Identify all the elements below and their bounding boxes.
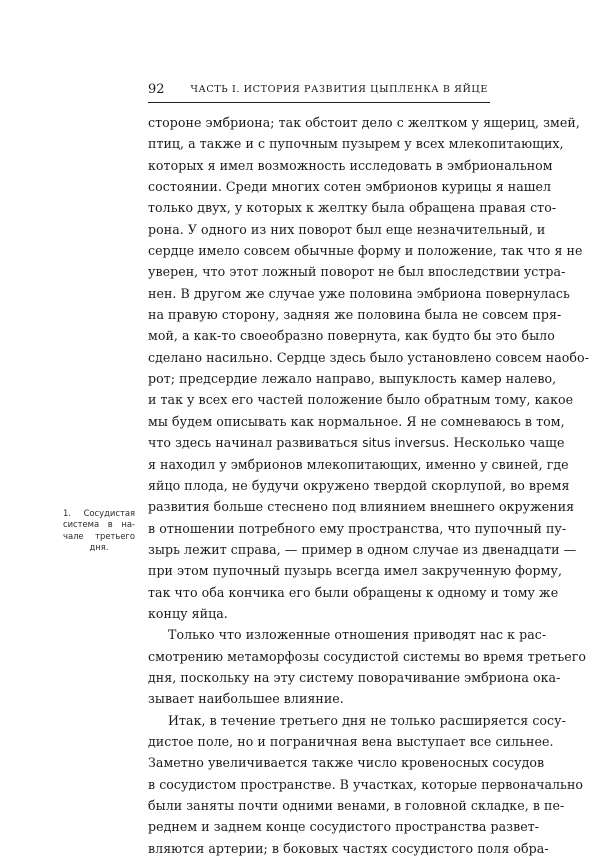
margin-note-line: чале третьего bbox=[63, 530, 135, 541]
text-line: мы будем описывать как нормальное. Я не сомневаюсь в том, bbox=[148, 413, 565, 429]
text-line: так что оба кончика его были обращены к одному и тому же bbox=[148, 584, 559, 600]
text-line: сердце имело совсем обычные форму и положение, так что я не bbox=[148, 243, 583, 259]
text-line: только двух, у которых к желтку была обращена правая сто- bbox=[148, 200, 557, 216]
text-line: состоянии. Среди многих сотен эмбрионов курицы я нашел bbox=[148, 179, 552, 195]
text-line: сделано насильно. Сердце здесь было установлено совсем наобо- bbox=[148, 349, 589, 365]
text-line: концу яйца. bbox=[148, 605, 228, 621]
page-number: 92 bbox=[148, 82, 165, 97]
body-text bbox=[148, 112, 589, 859]
margin-note-line: дня. bbox=[89, 542, 109, 553]
text-line-situs bbox=[148, 432, 565, 453]
text-line: я находил у эмбрионов млекопитающих, именно у свиней, где bbox=[148, 456, 569, 472]
text-line: стороне эмбриона; так обстоит дело с желтком у ящериц, змей, bbox=[148, 115, 580, 130]
text-line: Заметно увеличивается также число кровеносных сосудов bbox=[148, 755, 545, 771]
text-line: смотрению метаморфозы сосудистой системы во время третьего bbox=[148, 648, 587, 664]
text-line: рона. У одного из них поворот был еще незначительный, и bbox=[148, 221, 546, 237]
margin-note bbox=[63, 508, 135, 554]
text-line: мой, а как-то своеобразно повернута, как будто бы это было bbox=[148, 328, 555, 344]
text-line: реднем и заднем конце сосудистого пространства развет- bbox=[148, 819, 540, 835]
text-line: Только что изложенные отношения приводят нас к рас- bbox=[168, 627, 547, 643]
margin-note-line: система в на- bbox=[63, 519, 135, 530]
text-line: зырь лежит справа, — пример в одном случае из двенадцати — bbox=[148, 541, 577, 557]
text-line: дистое поле, но и пограничная вена выступает все сильнее. bbox=[148, 733, 554, 749]
text-line: и так у всех его частей положение было обратным тому, какое bbox=[148, 392, 574, 408]
running-head: ЧАСТЬ I. ИСТОРИЯ РАЗВИТИЯ ЦЫПЛЕНКА В ЯЙЦЕ bbox=[190, 84, 488, 95]
text-line: дня, поскольку на эту систему поворачивание эмбриона ока- bbox=[148, 669, 561, 685]
latin-term: situs inversus bbox=[362, 436, 446, 451]
text-line: птиц, а также и с пупочным пузырем у всех млекопитающих, bbox=[148, 136, 564, 152]
text-line: уверен, что этот ложный поворот не был впоследствии устра- bbox=[148, 264, 566, 280]
text-line: яйцо плода, не будучи окружено твердой скорлупой, во время bbox=[148, 477, 570, 493]
text-line: в отношении потребного ему пространства, что пупочный пу- bbox=[148, 520, 567, 536]
text-line: рот; предсердие лежало направо, выпуклость камер налево, bbox=[148, 371, 557, 387]
text-line: развития больше стеснено под влиянием внешнего окружения bbox=[148, 499, 575, 515]
text-line: нен. В другом же случае уже половина эмбриона повернулась bbox=[148, 285, 570, 301]
text-line: зывает наибольшее влияние. bbox=[148, 691, 344, 707]
text-line: на правую сторону, задняя же половина была не совсем пря- bbox=[148, 307, 562, 323]
text-segment: что здесь начинал развиваться bbox=[148, 435, 359, 451]
text-line: Итак, в течение третьего дня не только расширяется сосу- bbox=[168, 712, 566, 728]
text-line: при этом пупочный пузырь всегда имел закрученную форму, bbox=[148, 563, 563, 579]
margin-note-line: 1. Сосудистая bbox=[63, 508, 135, 518]
text-line: которых я имел возможность исследовать в эмбриональном bbox=[148, 157, 553, 173]
text-line: в сосудистом пространстве. В участках, которые первоначально bbox=[148, 776, 584, 792]
text-line: вляются артерии; в боковых частях сосудистого поля обра- bbox=[148, 840, 549, 856]
text-segment: . Несколько чаще bbox=[445, 435, 565, 451]
page-header bbox=[148, 82, 490, 103]
text-line: были заняты почти одними венами, в головной складке, в пе- bbox=[148, 798, 565, 813]
